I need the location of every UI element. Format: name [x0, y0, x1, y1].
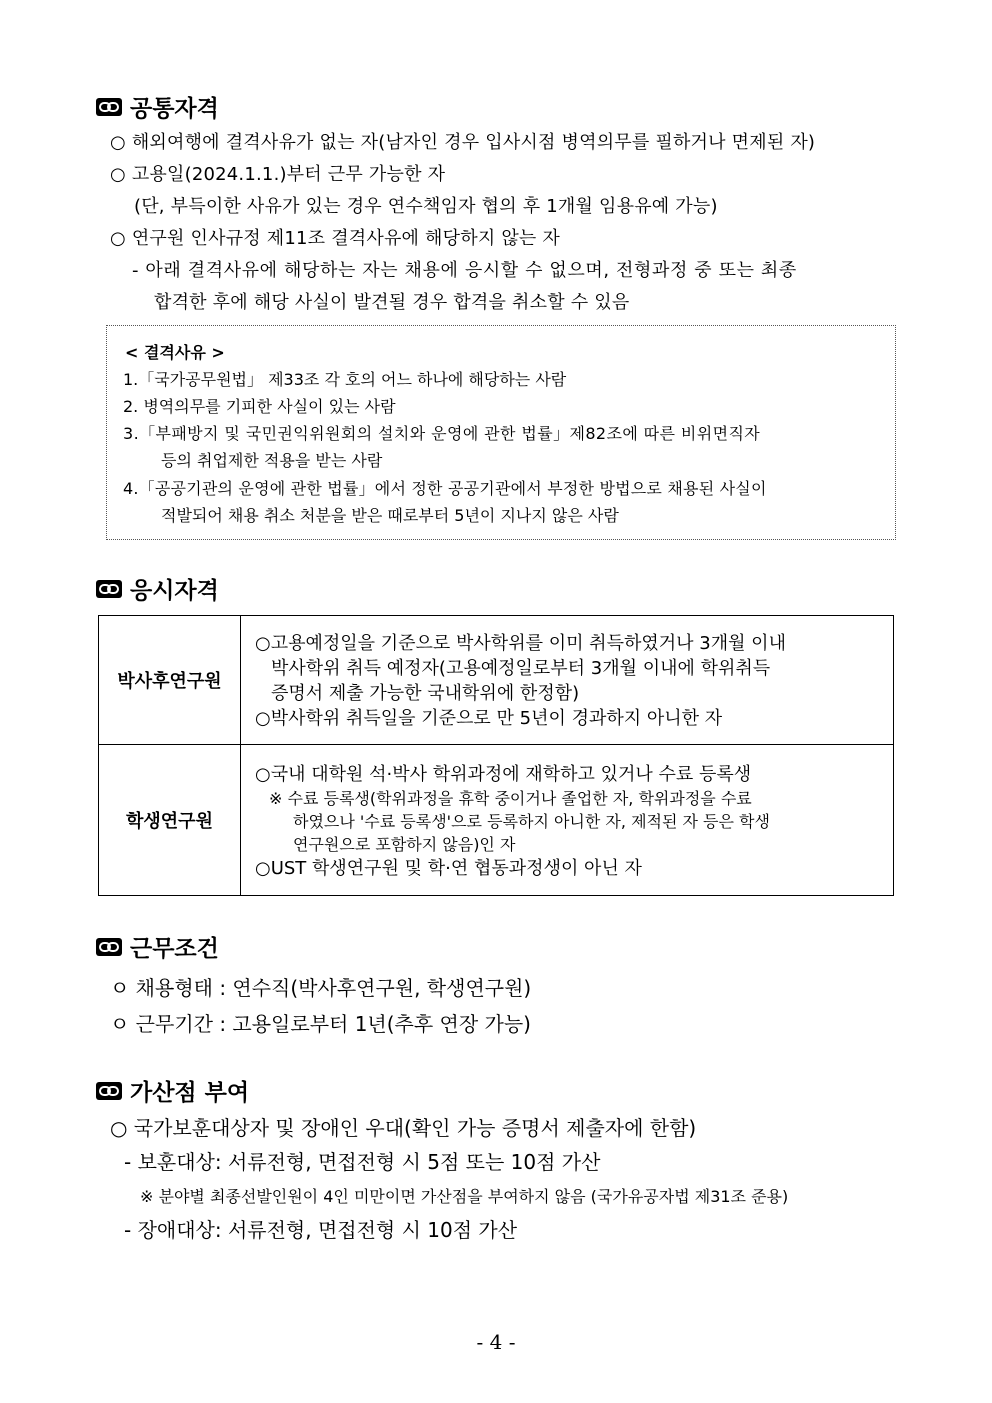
content-note: 하였으나 '수료 등록생'으로 등록하지 아니한 자, 제적된 자 등은 학생 — [293, 811, 770, 831]
row-label: 학생연구원 — [99, 745, 241, 896]
section-title-text: 응시자격 — [130, 578, 219, 604]
bonus-note: ※ 분야별 최종선발인원이 4인 미만이면 가산점을 부여하지 않음 (국가유공자법 제31조 준용) — [140, 1187, 789, 1206]
common-item-3: ○ 연구원 인사규정 제11조 결격사유에 해당하지 않는 자 — [110, 228, 561, 249]
row-label: 박사후연구원 — [99, 616, 241, 745]
conditions-item-2: ㅇ 근무기간 : 고용일로부터 1년(추후 연장 가능) — [110, 1012, 531, 1036]
content-note: 연구원으로 포함하지 않음)인 자 — [293, 834, 516, 854]
section-title-bonus — [96, 1074, 249, 1107]
disqualification-box — [106, 325, 896, 540]
section-title-text: 공통자격 — [130, 96, 219, 122]
content-line: 증명서 제출 가능한 국내학위에 한정함) — [271, 683, 580, 704]
content-line: ○박사학위 취득일을 기준으로 만 5년이 경과하지 아니한 자 — [255, 708, 723, 729]
bonus-item-1: ○ 국가보훈대상자 및 장애인 우대(확인 가능 증명서 제출자에 한함) — [110, 1116, 697, 1140]
section-title-common — [96, 90, 219, 123]
table-row — [99, 745, 894, 896]
section-title-eligibility — [96, 572, 219, 605]
content-line: 박사학위 취득 예정자(고용예정일로부터 3개월 이내에 학위취득 — [271, 658, 771, 679]
page-number: - 4 - — [476, 1330, 516, 1354]
bonus-item-3: - 장애대상: 서류전형, 면접전형 시 10점 가산 — [124, 1218, 518, 1242]
row-content — [241, 745, 894, 896]
section-title-text: 가산점 부여 — [130, 1080, 250, 1106]
table-row — [99, 616, 894, 745]
section-title-conditions — [96, 930, 219, 963]
box-line: 적발되어 채용 취소 처분을 받은 때로부터 5년이 지나지 않은 사람 — [161, 506, 619, 525]
content-line: ○국내 대학원 석·박사 학위과정에 재학하고 있거나 수료 등록생 — [255, 763, 752, 785]
box-line: 등의 취업제한 적용을 받는 사람 — [161, 451, 383, 470]
box-line: 1.「국가공무원법」 제33조 각 호의 어느 하나에 해당하는 사람 — [123, 370, 567, 389]
link-icon — [96, 98, 122, 116]
content-line: ○UST 학생연구원 및 학·연 협동과정생이 아닌 자 — [255, 857, 642, 879]
link-icon — [96, 938, 122, 956]
row-content — [241, 616, 894, 745]
box-line: 2. 병역의무를 기피한 사실이 있는 사람 — [123, 397, 396, 416]
common-item-3-sub-cont: 합격한 후에 해당 사실이 발견될 경우 합격을 취소할 수 있음 — [154, 292, 630, 313]
content-note: ※ 수료 등록생(학위과정을 휴학 중이거나 졸업한 자, 학위과정을 수료 — [269, 788, 752, 808]
eligibility-table — [98, 615, 894, 896]
common-item-3-sub: - 아래 결격사유에 해당하는 자는 채용에 응시할 수 없으며, 전형과정 중 또는 최종 — [132, 260, 797, 281]
box-line: 3.「부패방지 및 국민권익위원회의 설치와 운영에 관한 법률」제82조에 따른 비위면직자 — [123, 424, 761, 443]
box-line: 4.「공공기관의 운영에 관한 법률」에서 정한 공공기관에서 부정한 방법으로 채용된 사실이 — [123, 479, 767, 498]
box-heading: < 결격사유 > — [125, 343, 225, 362]
bonus-item-2: - 보훈대상: 서류전형, 면접전형 시 5점 또는 10점 가산 — [124, 1150, 601, 1174]
conditions-item-1: ㅇ 채용형태 : 연수직(박사후연구원, 학생연구원) — [110, 976, 532, 1000]
common-item-2-note: (단, 부득이한 사유가 있는 경우 연수책임자 협의 후 1개월 임용유예 가능) — [134, 196, 718, 217]
section-title-text: 근무조건 — [130, 936, 219, 962]
content-line: ○고용예정일을 기준으로 박사학위를 이미 취득하였거나 3개월 이내 — [255, 633, 786, 654]
link-icon — [96, 1082, 122, 1100]
common-item-1: ○ 해외여행에 결격사유가 없는 자(남자인 경우 입사시점 병역의무를 필하거나 면제된 자) — [110, 132, 816, 153]
common-item-2: ○ 고용일(2024.1.1.)부터 근무 가능한 자 — [110, 164, 446, 185]
link-icon — [96, 580, 122, 598]
